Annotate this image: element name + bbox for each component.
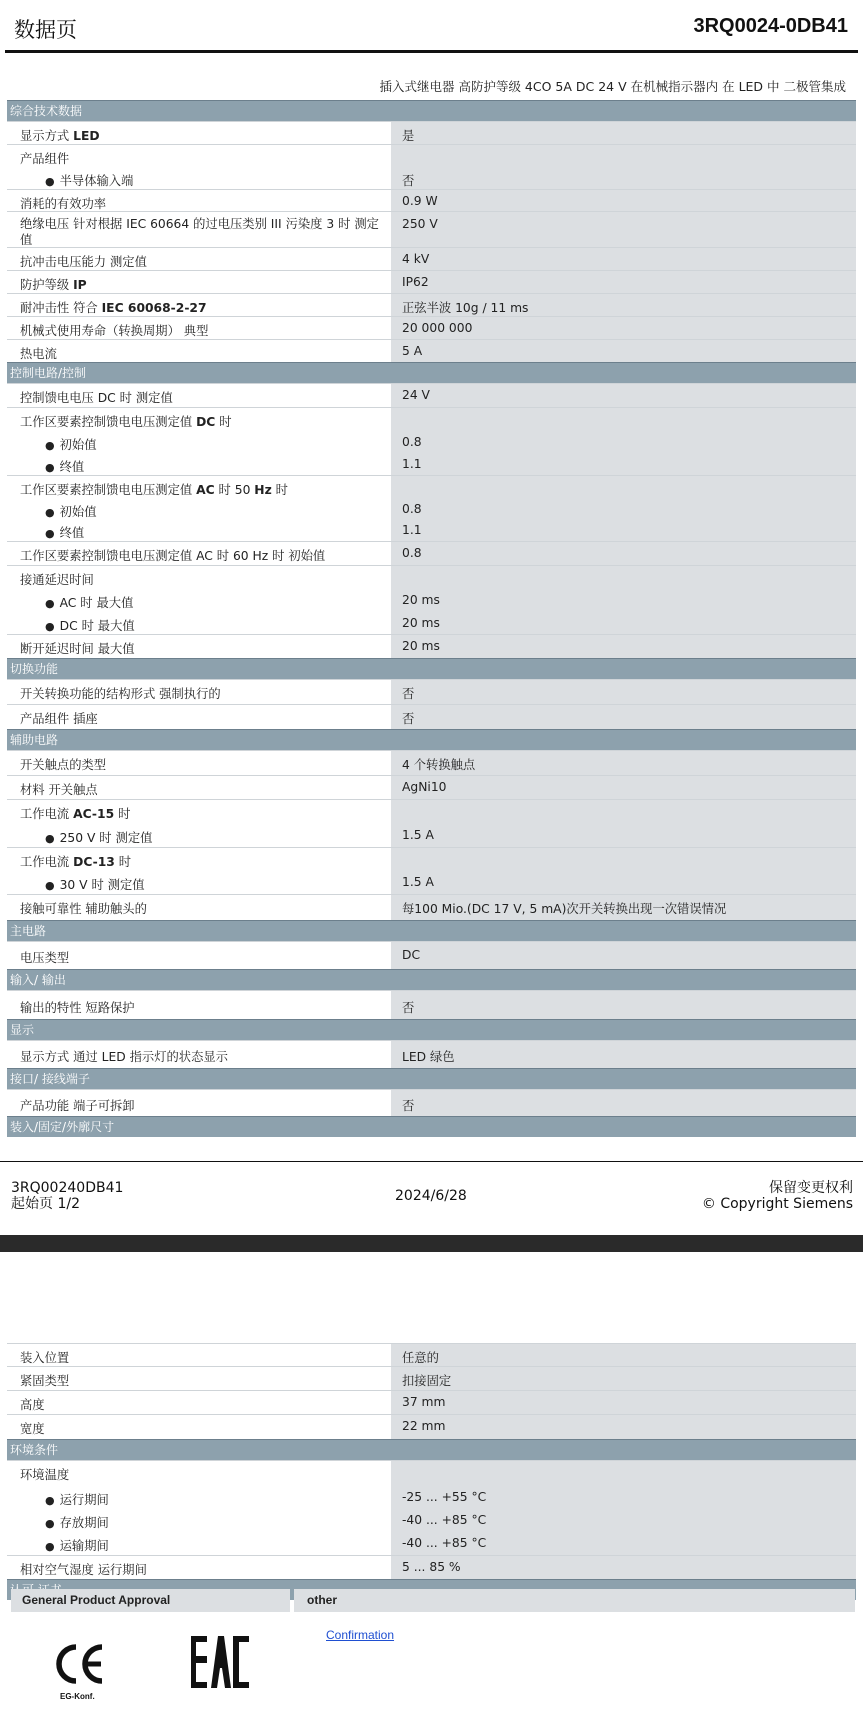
spec-row — [7, 1390, 856, 1414]
spec-value: 4 kV — [391, 248, 856, 270]
spec-value: LED 绿色 — [391, 1041, 856, 1068]
spec-label: 产品组件 — [7, 145, 391, 167]
spec-value: 任意的 — [391, 1344, 856, 1366]
spec-label: 环境温度 — [7, 1461, 391, 1486]
footer-page-number: 起始页 1/2 — [11, 1196, 80, 1212]
spec-row — [7, 270, 856, 293]
section-header-interface: 接口/ 接线端子 — [7, 1068, 856, 1089]
spec-label: 输出的特性 短路保护 — [7, 991, 391, 1019]
spec-value — [391, 1461, 856, 1486]
header-divider — [5, 50, 858, 53]
ce-mark-caption: EG-Konf. — [60, 1692, 95, 1701]
spec-value: 扣接固定 — [391, 1367, 856, 1390]
bullet-icon: ● — [45, 620, 55, 633]
ce-mark-icon — [54, 1637, 108, 1693]
spec-row — [7, 1040, 856, 1068]
spec-value: 20 ms — [391, 589, 856, 612]
bullet-icon: ● — [45, 527, 55, 540]
spec-label: 显示方式 LED — [7, 122, 391, 144]
spec-value: DC — [391, 942, 856, 969]
spec-value: 1.1 — [391, 453, 856, 475]
spec-label: 工作区要素控制馈电电压测定值 DC 时 — [7, 408, 391, 431]
footer-rights: 保留变更权利 — [769, 1180, 853, 1196]
spec-value — [391, 145, 856, 167]
spec-row — [7, 211, 856, 247]
spec-row — [7, 144, 856, 167]
spec-label: 接触可靠性 辅助触头的 — [7, 895, 391, 920]
eac-mark-icon — [191, 1636, 249, 1688]
spec-label: ● 运行期间 — [7, 1486, 391, 1509]
approval-category-general: General Product Approval — [11, 1589, 290, 1612]
spec-value: 否 — [391, 705, 856, 729]
spec-row — [7, 871, 856, 894]
spec-label: 断开延迟时间 最大值 — [7, 635, 391, 658]
spec-label: ● 30 V 时 测定值 — [7, 871, 391, 894]
spec-value: 22 mm — [391, 1415, 856, 1439]
spec-row — [7, 679, 856, 704]
footer-copyright: © Copyright Siemens — [701, 1196, 853, 1212]
spec-row — [7, 541, 856, 565]
spec-label: 材料 开关触点 — [7, 776, 391, 799]
spec-row — [7, 339, 856, 362]
spec-row — [7, 383, 856, 407]
spec-row — [7, 799, 856, 824]
bullet-icon: ● — [45, 1517, 55, 1530]
spec-value: 0.8 — [391, 431, 856, 453]
spec-row — [7, 519, 856, 541]
spec-row — [7, 167, 856, 189]
spec-value: 5 A — [391, 340, 856, 362]
spec-label: 电压类型 — [7, 942, 391, 969]
spec-row — [7, 941, 856, 969]
spec-table-page-1 — [7, 100, 856, 1137]
product-code: 3RQ0024-0DB41 — [693, 15, 848, 37]
spec-value: 否 — [391, 167, 856, 189]
spec-value — [391, 848, 856, 871]
footer-left — [11, 1180, 123, 1212]
footer-product-code: 3RQ00240DB41 — [11, 1180, 124, 1196]
spec-row — [7, 1486, 856, 1509]
spec-row — [7, 407, 856, 431]
spec-row — [7, 121, 856, 144]
spec-label: 显示方式 通过 LED 指示灯的状态显示 — [7, 1041, 391, 1068]
spec-label: 耐冲击性 符合 IEC 60068-2-27 — [7, 294, 391, 316]
spec-value: 250 V — [391, 212, 856, 247]
page-separator — [0, 1235, 863, 1252]
bullet-icon: ● — [45, 461, 55, 474]
spec-value: 37 mm — [391, 1391, 856, 1414]
spec-row — [7, 316, 856, 339]
spec-label: 产品功能 端子可拆卸 — [7, 1090, 391, 1116]
spec-value — [391, 476, 856, 498]
spec-label: 消耗的有效功率 — [7, 190, 391, 211]
spec-label: ● 存放期间 — [7, 1509, 391, 1532]
spec-label: ● AC 时 最大值 — [7, 589, 391, 612]
spec-value: 20 ms — [391, 635, 856, 658]
spec-label: ● 运输期间 — [7, 1532, 391, 1555]
spec-value — [391, 566, 856, 589]
footer-right — [702, 1180, 853, 1212]
confirmation-link[interactable]: Confirmation — [326, 1628, 395, 1642]
spec-value: -40 ... +85 °C — [391, 1509, 856, 1532]
spec-row — [7, 1509, 856, 1532]
spec-label: 相对空气湿度 运行期间 — [7, 1556, 391, 1579]
bullet-icon: ● — [45, 1494, 55, 1507]
section-header-io: 输入/ 输出 — [7, 969, 856, 990]
spec-label: ● 初始值 — [7, 431, 391, 453]
spec-table-page-2 — [7, 1257, 856, 1600]
spec-value: 24 V — [391, 384, 856, 407]
spec-row — [7, 431, 856, 453]
section-header-main-circuit: 主电路 — [7, 920, 856, 941]
spec-value: 1.5 A — [391, 824, 856, 847]
spec-value: IP62 — [391, 271, 856, 293]
spec-value: 0.9 W — [391, 190, 856, 211]
spec-row — [7, 247, 856, 270]
bullet-icon: ● — [45, 879, 55, 892]
spec-label: 防护等级 IP — [7, 271, 391, 293]
spec-value: AgNi10 — [391, 776, 856, 799]
spec-row — [7, 1089, 856, 1116]
bullet-icon: ● — [45, 439, 55, 452]
spec-label: 接通延迟时间 — [7, 566, 391, 589]
spec-label: 开关触点的类型 — [7, 751, 391, 775]
spec-value: 否 — [391, 1090, 856, 1116]
spec-label: ● DC 时 最大值 — [7, 612, 391, 634]
spec-label: 工作电流 DC-13 时 — [7, 848, 391, 871]
spec-row — [7, 1414, 856, 1439]
spec-label: 高度 — [7, 1391, 391, 1414]
spec-label: 紧固类型 — [7, 1367, 391, 1390]
spec-value: 1.1 — [391, 519, 856, 541]
section-header-aux-circuit: 辅助电路 — [7, 729, 856, 750]
footer-date: 2024/6/28 — [395, 1188, 467, 1204]
spec-value: 20 000 000 — [391, 317, 856, 339]
section-header-control: 控制电路/控制 — [7, 362, 856, 383]
section-header-switching: 切换功能 — [7, 658, 856, 679]
spec-label: ● 250 V 时 测定值 — [7, 824, 391, 847]
spec-label: 工作电流 AC-15 时 — [7, 800, 391, 824]
spec-label: 绝缘电压 针对根据 IEC 60664 的过电压类别 III 污染度 3 时 测定值 — [7, 212, 391, 247]
spec-row — [7, 612, 856, 634]
spec-label: ● 终值 — [7, 453, 391, 475]
footer-divider — [0, 1161, 863, 1162]
bullet-icon: ● — [45, 1540, 55, 1553]
spec-value: -25 ... +55 °C — [391, 1486, 856, 1509]
section-header-mounting: 装入/固定/外廓尺寸 — [7, 1116, 856, 1137]
spec-row — [7, 1532, 856, 1555]
spec-value: -40 ... +85 °C — [391, 1532, 856, 1555]
spec-label: 工作区要素控制馈电电压测定值 AC 时 60 Hz 时 初始值 — [7, 542, 391, 565]
spec-row — [7, 894, 856, 920]
spec-label: ● 半导体输入端 — [7, 167, 391, 189]
bullet-icon: ● — [45, 597, 55, 610]
spec-value: 否 — [391, 991, 856, 1019]
approvals-header-row — [11, 1589, 855, 1612]
spec-value: 否 — [391, 680, 856, 704]
datasheet-page-2 — [0, 1252, 863, 1712]
spec-row — [7, 824, 856, 847]
spec-value: 1.5 A — [391, 871, 856, 894]
section-header-environment: 环境条件 — [7, 1439, 856, 1460]
spec-row — [7, 634, 856, 658]
approval-category-other: other — [294, 1589, 855, 1612]
spec-value: 0.8 — [391, 498, 856, 519]
spec-label: 抗冲击电压能力 测定值 — [7, 248, 391, 270]
spec-label: 开关转换功能的结构形式 强制执行的 — [7, 680, 391, 704]
spec-value: 20 ms — [391, 612, 856, 634]
spec-row — [7, 847, 856, 871]
section-header-general: 综合技术数据 — [7, 100, 856, 121]
spec-row — [7, 1555, 856, 1579]
spec-value: 是 — [391, 122, 856, 144]
spec-label: ● 初始值 — [7, 498, 391, 519]
spec-value: 4 个转换触点 — [391, 751, 856, 775]
spec-row — [7, 589, 856, 612]
spec-value: 5 ... 85 % — [391, 1556, 856, 1579]
spec-row — [7, 293, 856, 316]
spec-label: 工作区要素控制馈电电压测定值 AC 时 50 Hz 时 — [7, 476, 391, 498]
bullet-icon: ● — [45, 832, 55, 845]
spec-row — [7, 1366, 856, 1390]
spec-row — [7, 565, 856, 589]
spec-value — [391, 800, 856, 824]
spec-label: 热电流 — [7, 340, 391, 362]
spec-label: 装入位置 — [7, 1344, 391, 1366]
spec-value: 正弦半波 10g / 11 ms — [391, 294, 856, 316]
spec-row — [7, 498, 856, 519]
spec-row — [7, 1460, 856, 1486]
spec-row — [7, 775, 856, 799]
spec-label: 控制馈电电压 DC 时 测定值 — [7, 384, 391, 407]
bullet-icon: ● — [45, 175, 55, 188]
spec-row — [7, 475, 856, 498]
spec-value: 0.8 — [391, 542, 856, 565]
spec-value — [391, 408, 856, 431]
spec-row — [7, 453, 856, 475]
spec-label: 产品组件 插座 — [7, 705, 391, 729]
spec-row — [7, 750, 856, 775]
spec-label: 机械式使用寿命（转换周期） 典型 — [7, 317, 391, 339]
spec-label: 宽度 — [7, 1415, 391, 1439]
spec-label: ● 终值 — [7, 519, 391, 541]
bullet-icon: ● — [45, 506, 55, 519]
spec-row — [7, 189, 856, 211]
spec-row — [7, 990, 856, 1019]
section-header-display: 显示 — [7, 1019, 856, 1040]
page-title: 数据页 — [14, 18, 77, 42]
spec-row — [7, 1343, 856, 1366]
spec-row — [7, 704, 856, 729]
spec-value: 每100 Mio.(DC 17 V, 5 mA)次开关转换出现一次错误情况 — [391, 895, 856, 920]
product-description: 插入式继电器 高防护等级 4CO 5A DC 24 V 在机械指示器内 在 LED 中 二极管集成 — [379, 79, 846, 94]
